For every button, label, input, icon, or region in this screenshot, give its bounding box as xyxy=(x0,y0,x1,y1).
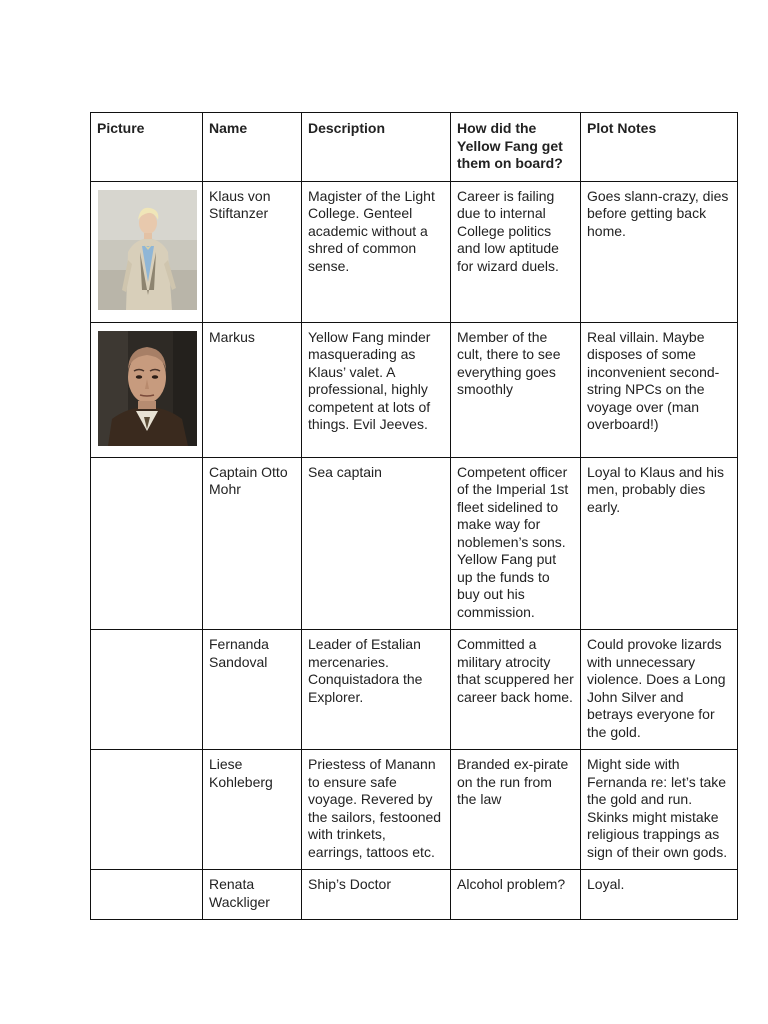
picture-cell xyxy=(91,630,203,750)
picture-cell xyxy=(91,457,203,630)
table-row xyxy=(91,457,738,630)
how-cell: Career is failing due to internal College politics and low aptitude for wizard duels. xyxy=(451,181,581,322)
description-cell: Priestess of Manann to ensure safe voyage. Revered by the sailors, festooned with trinkets, earrings, tattoos etc. xyxy=(302,750,451,870)
plot-notes-cell: Goes slann-crazy, dies before getting back home. xyxy=(581,181,738,322)
how-cell: Competent officer of the Imperial 1st fleet sidelined to make way for noblemen’s sons. Yellow Fang put up the funds to buy out his commission. xyxy=(451,457,581,630)
picture-cell xyxy=(91,322,203,457)
photo-bald-man-portrait xyxy=(98,331,197,446)
picture-cell xyxy=(91,750,203,870)
description-cell: Yellow Fang minder masquerading as Klaus’ valet. A professional, highly competent at lots of things. Evil Jeeves. xyxy=(302,322,451,457)
plot-notes-cell: Real villain. Maybe disposes of some inconvenient second-string NPCs on the voyage over (man overboard!) xyxy=(581,322,738,457)
table-row xyxy=(91,630,738,750)
header-description: Description xyxy=(302,113,451,182)
header-plot-notes: Plot Notes xyxy=(581,113,738,182)
header-name: Name xyxy=(203,113,302,182)
table-header-row xyxy=(91,113,738,182)
header-picture: Picture xyxy=(91,113,203,182)
name-cell: Captain Otto Mohr xyxy=(203,457,302,630)
name-cell: Klaus von Stiftanzer xyxy=(203,181,302,322)
how-cell: Alcohol problem? xyxy=(451,870,581,920)
description-cell: Sea captain xyxy=(302,457,451,630)
name-cell: Markus xyxy=(203,322,302,457)
name-cell: Fernanda Sandoval xyxy=(203,630,302,750)
picture-cell xyxy=(91,870,203,920)
description-cell: Leader of Estalian mercenaries. Conquistadora the Explorer. xyxy=(302,630,451,750)
header-how: How did the Yellow Fang get them on board? xyxy=(451,113,581,182)
table-row xyxy=(91,750,738,870)
characters-table xyxy=(90,112,738,920)
name-cell: Liese Kohleberg xyxy=(203,750,302,870)
name-cell: Renata Wackliger xyxy=(203,870,302,920)
plot-notes-cell: Could provoke lizards with unnecessary violence. Does a Long John Silver and betrays everyone for the gold. xyxy=(581,630,738,750)
table-row xyxy=(91,870,738,920)
description-cell: Magister of the Light College. Genteel academic without a shred of common sense. xyxy=(302,181,451,322)
photo-man-in-light-suit xyxy=(98,190,197,310)
how-cell: Committed a military atrocity that scuppered her career back home. xyxy=(451,630,581,750)
document-page xyxy=(90,112,737,920)
description-cell: Ship’s Doctor xyxy=(302,870,451,920)
how-cell: Member of the cult, there to see everything goes smoothly xyxy=(451,322,581,457)
how-cell: Branded ex-pirate on the run from the law xyxy=(451,750,581,870)
plot-notes-cell: Loyal. xyxy=(581,870,738,920)
table-row xyxy=(91,181,738,322)
plot-notes-cell: Loyal to Klaus and his men, probably dies early. xyxy=(581,457,738,630)
picture-cell xyxy=(91,181,203,322)
table-row xyxy=(91,322,738,457)
plot-notes-cell: Might side with Fernanda re: let’s take the gold and run. Skinks might mistake religious trappings as sign of their own gods. xyxy=(581,750,738,870)
